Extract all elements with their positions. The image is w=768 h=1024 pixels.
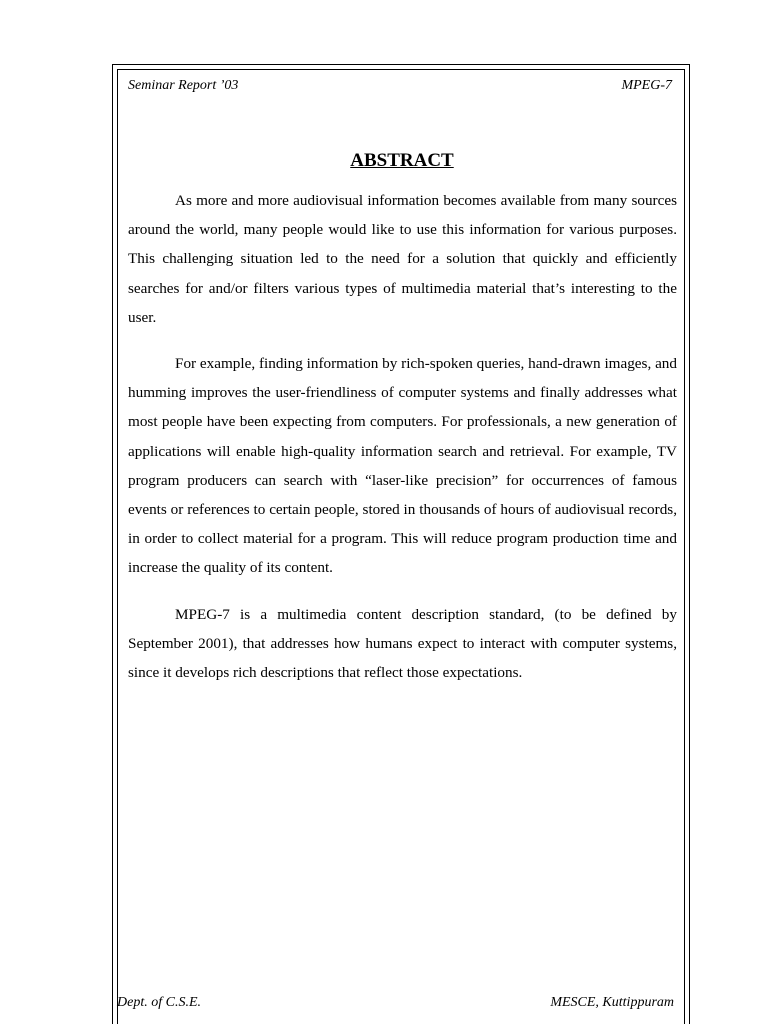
header-topic: MPEG-7 — [621, 78, 672, 93]
footer-department: Dept. of C.S.E. — [117, 995, 201, 1010]
paragraph: For example, finding information by rich-spoken queries, hand-drawn images, and humming improves the user-friendliness of computer systems and finally addresses what most people have been expecting from computers. For professionals, a new generation of applications will enable high-quality information search and retrieval. For example, TV program producers can search with “laser-like precision” for occurrences of famous events or references to certain people, stored in thousands of hours of audiovisual records, in order to collect material for a program. This will reduce program production time and increase the quality of its content. — [128, 355, 677, 577]
page-title: ABSTRACT — [350, 150, 454, 171]
header-report-title: Seminar Report ’03 — [128, 78, 239, 93]
footer-institution: MESCE, Kuttippuram — [550, 995, 674, 1010]
paragraph: MPEG-7 is a multimedia content description standard, (to be defined by September 2001), that addresses how humans expect to interact with computer systems, since it develops rich descriptions that reflect those expectations. — [128, 605, 677, 682]
paragraph: As more and more audiovisual information becomes available from many sources around the world, many people would like to use this information for various purposes. This challenging situation led to the need for a solution that quickly and efficiently searches for and/or filters various types of multimedia material that’s interesting to the user. — [128, 192, 677, 326]
abstract-body — [128, 186, 677, 704]
